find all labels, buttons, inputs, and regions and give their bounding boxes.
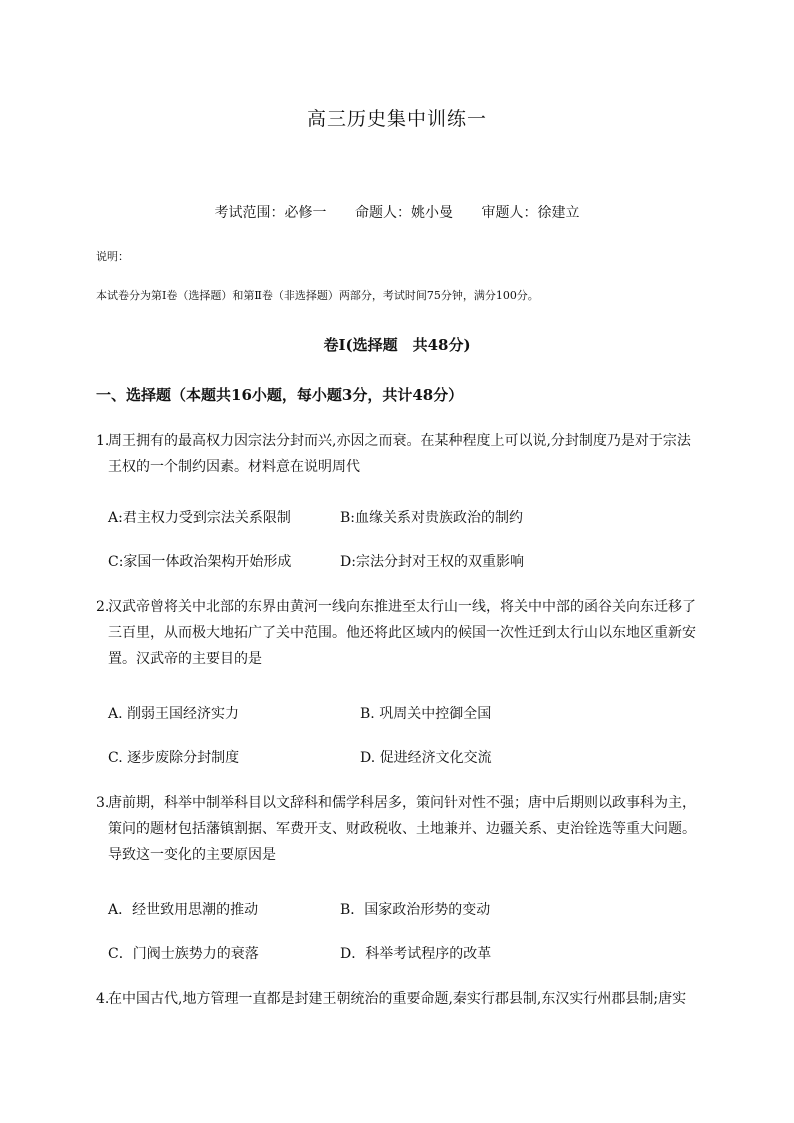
- question-line: 置。汉武帝的主要目的是: [108, 651, 262, 667]
- question-line: 三百里，从而极大地拓广了关中范围。他还将此区域内的候国一次性迁到太行山以东地区重新安: [108, 625, 696, 641]
- option-2d: D. 促进经济文化交流: [360, 750, 492, 766]
- question-3: [96, 790, 708, 868]
- option-3c: C．门阀士族势力的衰落: [108, 946, 259, 962]
- question-text: [96, 986, 708, 1012]
- page-title: 高三历史集中训练一: [306, 108, 487, 130]
- question-line: 周王拥有的最高权力因宗法分封而兴,亦因之而衰。在某种程度上可以说,分封制度乃是对于宗法: [108, 433, 691, 449]
- question-line: 汉武帝曾将关中北部的东界由黄河一线向东推进至太行山一线，将关中中部的函谷关向东迁移了: [108, 599, 696, 615]
- exam-reviewer: 审题人：徐建立: [481, 205, 580, 221]
- option-1b: B:血缘关系对贵族政治的制约: [340, 510, 524, 526]
- option-1d: D:宗法分封对王权的双重影响: [340, 554, 524, 570]
- question-line: 王权的一个制约因素。材料意在说明周代: [108, 459, 360, 475]
- option-2a: A. 削弱王国经济实力: [108, 706, 240, 722]
- option-2c: C. 逐步废除分封制度: [108, 750, 240, 766]
- notes-text: 本试卷分为第Ⅰ卷（选择题）和第Ⅱ卷（非选择题）两部分，考试时间75分钟，满分100分。: [96, 289, 539, 302]
- option-3b: B．国家政治形势的变动: [340, 902, 491, 918]
- exam-author: 命题人：姚小曼: [355, 205, 453, 221]
- exam-scope: 考试范围：必修一: [214, 205, 327, 221]
- question-4: [96, 986, 708, 1012]
- question-number: 1.: [96, 433, 110, 449]
- option-1a: A:君主权力受到宗法关系限制: [108, 510, 291, 526]
- volume-title: 卷Ⅰ(选择题 共48分): [323, 336, 471, 354]
- option-3a: A．经世致用思潮的推动: [108, 902, 259, 918]
- question-2: [96, 594, 708, 672]
- exam-meta: [0, 202, 794, 222]
- question-text: [96, 790, 708, 868]
- question-line: 在中国古代,地方管理一直都是封建王朝统治的重要命题,秦实行郡县制,东汉实行州郡县制;唐实: [108, 991, 687, 1007]
- question-line: 策问的题材包括藩镇割据、军费开支、财政税收、土地兼并、边疆关系、吏治铨选等重大问题。: [108, 821, 696, 837]
- question-line: 唐前期，科举中制举科目以文辞科和儒学科居多，策问针对性不强；唐中后期则以政事科为主，: [108, 795, 696, 811]
- part-heading: 一、选择题（本题共16小题，每小题3分，共计48分）: [96, 386, 464, 404]
- question-number: 2.: [96, 599, 110, 615]
- question-number: 4.: [96, 991, 110, 1007]
- question-text: [96, 594, 708, 672]
- question-line: 导致这一变化的主要原因是: [108, 847, 276, 863]
- option-2b: B. 巩周关中控御全国: [360, 706, 492, 722]
- option-1c: C:家国一体政治架构开始形成: [108, 554, 292, 570]
- question-text: [96, 428, 708, 480]
- question-1: [96, 428, 708, 480]
- question-number: 3.: [96, 795, 110, 811]
- option-3d: D．科举考试程序的改革: [340, 946, 492, 962]
- notes-label: 说明：: [96, 250, 129, 263]
